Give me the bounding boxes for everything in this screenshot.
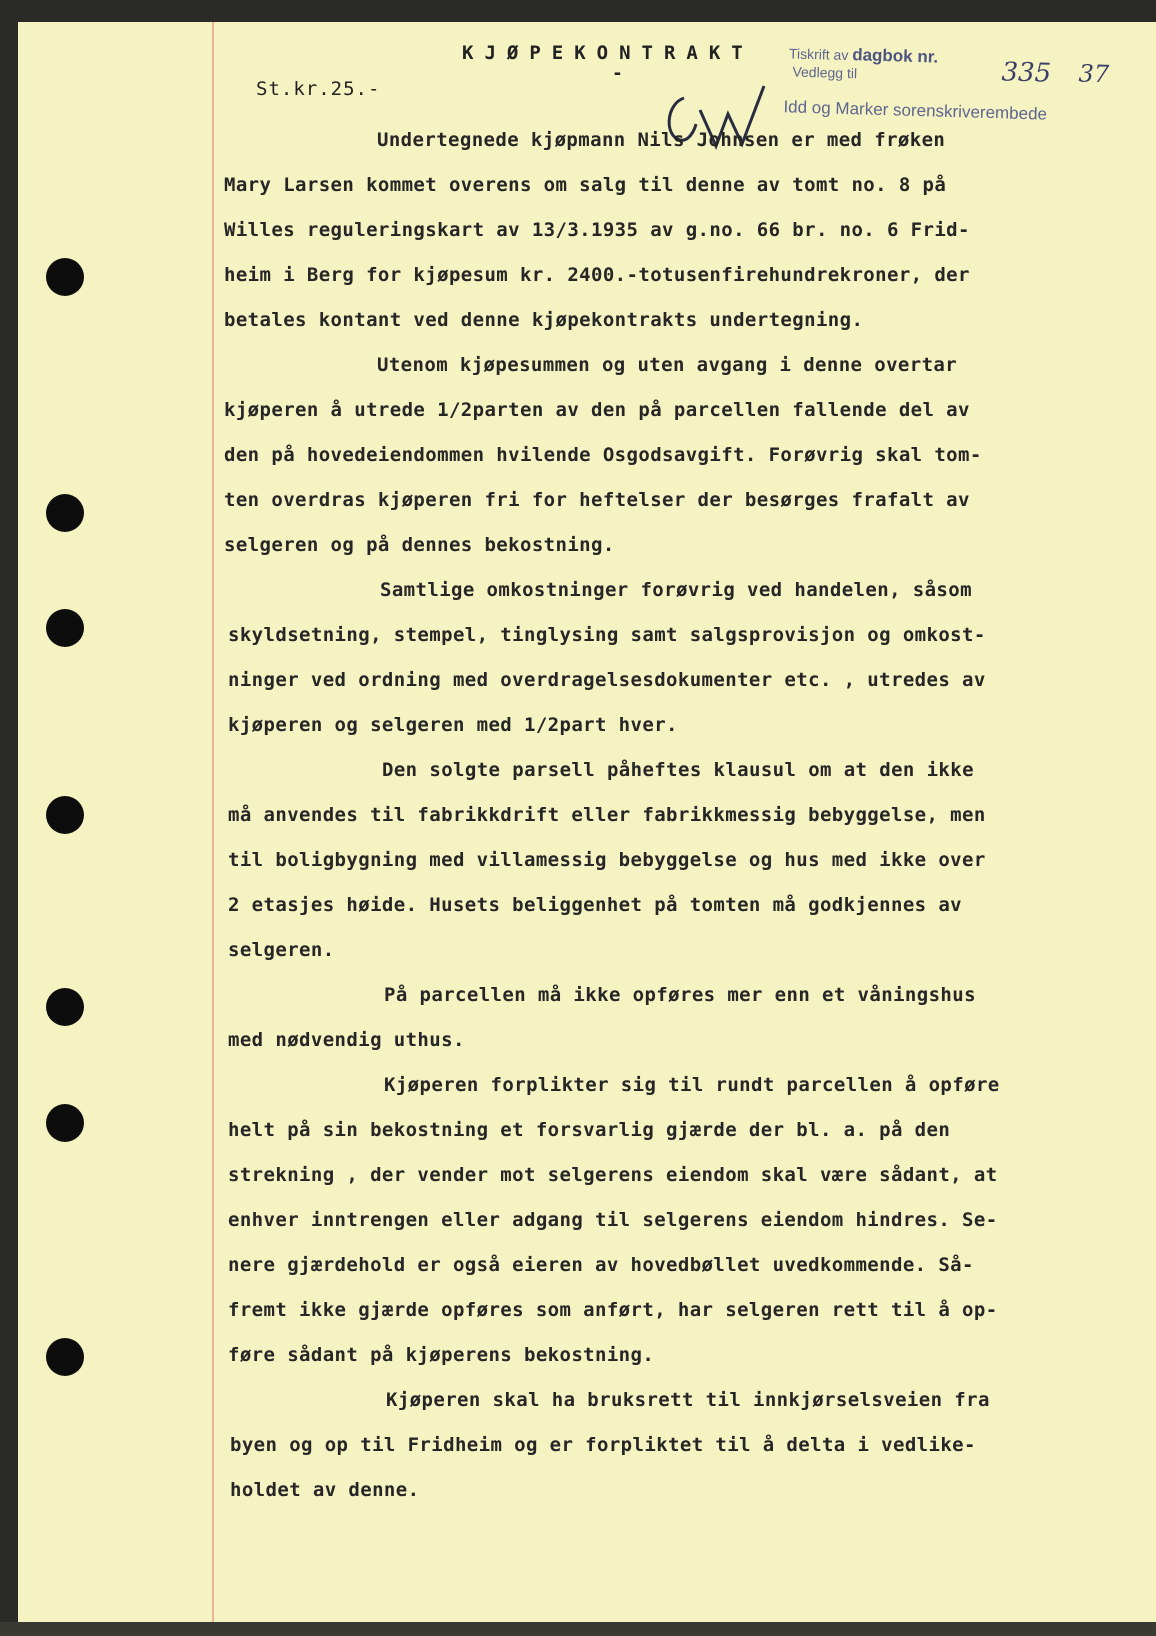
- text-line: Samtlige omkostninger forøvrig ved handelen, såsom: [380, 579, 972, 601]
- punch-hole: [46, 988, 84, 1026]
- text-line: må anvendes til fabrikkdrift eller fabrikkmessig bebyggelse, men: [228, 804, 986, 826]
- text-line: Willes reguleringskart av 13/3.1935 av g.no. 66 br. no. 6 Frid-: [224, 219, 970, 241]
- text-line: Kjøperen forplikter sig til rundt parcellen å opføre: [384, 1074, 1000, 1096]
- text-line: holdet av denne.: [230, 1479, 420, 1501]
- text-line: helt på sin bekostning et forsvarlig gjærde der bl. a. på den: [228, 1119, 951, 1141]
- punch-hole: [46, 494, 84, 532]
- title-dash: -: [612, 63, 623, 84]
- text-line: strekning , der vender mot selgerens eiendom skal være sådant, at: [228, 1164, 998, 1186]
- registry-stamp: [783, 43, 1119, 138]
- margin-rule: [212, 22, 214, 1622]
- stamp-fee: St.kr.25.-: [256, 78, 381, 100]
- text-line: ninger ved ordning med overdragelsesdokumenter etc. , utredes av: [228, 669, 986, 691]
- stamp-year: 37: [1078, 59, 1110, 89]
- stamp-number: 335: [1001, 57, 1052, 89]
- text-line: skyldsetning, stempel, tinglysing samt salgsprovisjon og omkost-: [228, 624, 986, 646]
- text-line: Utenom kjøpesummen og uten avgang i denne overtar: [377, 354, 958, 376]
- text-line: fremt ikke gjærde opføres som anført, har selgeren rett til å op-: [228, 1299, 998, 1321]
- stamp-line-2: Vedlegg til: [792, 63, 858, 82]
- punch-hole: [46, 258, 84, 296]
- scan-edge-left: [0, 0, 18, 1636]
- text-line: Undertegnede kjøpmann Nils Johnsen er med frøken: [377, 129, 946, 151]
- punch-hole: [46, 796, 84, 834]
- scan-edge-top: [0, 0, 1156, 22]
- text-line: den på hovedeiendommen hvilende Osgodsavgift. Forøvrig skal tom-: [224, 444, 982, 466]
- scan-edge-bottom: [0, 1622, 1156, 1636]
- text-line: betales kontant ved denne kjøpekontrakts undertegning.: [224, 309, 864, 331]
- text-line: På parcellen må ikke opføres mer enn et våningshus: [384, 984, 976, 1006]
- punch-hole: [46, 1338, 84, 1376]
- stamp-line-3: Idd og Marker sorenskriverembede: [783, 97, 1048, 124]
- text-line: med nødvendig uthus.: [228, 1029, 465, 1051]
- text-line: ten overdras kjøperen fri for heftelser der besørges frafalt av: [224, 489, 970, 511]
- text-line: nere gjærdehold er også eieren av hovedbøllet uvedkommende. Så-: [228, 1254, 974, 1276]
- text-line: Kjøperen skal ha bruksrett til innkjørselsveien fra: [386, 1389, 990, 1411]
- text-line: heim i Berg for kjøpesum kr. 2400.-totusenfirehundrekroner, der: [224, 264, 970, 286]
- text-line: selgeren og på dennes bekostning.: [224, 534, 615, 556]
- text-line: selgeren.: [228, 939, 335, 961]
- text-line: byen og op til Fridheim og er forpliktet til å delta i vedlike-: [230, 1434, 976, 1456]
- text-line: til boligbygning med villamessig bebyggelse og hus med ikke over: [228, 849, 986, 871]
- text-line: kjøperen å utrede 1/2parten av den på parcellen fallende del av: [224, 399, 970, 421]
- text-line: enhver inntrengen eller adgang til selgerens eiendom hindres. Se-: [228, 1209, 998, 1231]
- text-line: Den solgte parsell påheftes klausul om at den ikke: [382, 759, 974, 781]
- stamp-prefix: Tiskrift av: [788, 45, 849, 64]
- document-title: KJØPEKONTRAKT: [462, 42, 754, 64]
- punch-hole: [46, 1104, 84, 1142]
- text-line: føre sådant på kjøperens bekostning.: [228, 1344, 655, 1366]
- text-line: 2 etasjes høide. Husets beliggenhet på tomten må godkjennes av: [228, 894, 963, 916]
- text-line: kjøperen og selgeren med 1/2part hver.: [228, 714, 678, 736]
- stamp-label: dagbok nr.: [851, 45, 939, 67]
- punch-hole: [46, 609, 84, 647]
- text-line: Mary Larsen kommet overens om salg til denne av tomt no. 8 på: [224, 174, 947, 196]
